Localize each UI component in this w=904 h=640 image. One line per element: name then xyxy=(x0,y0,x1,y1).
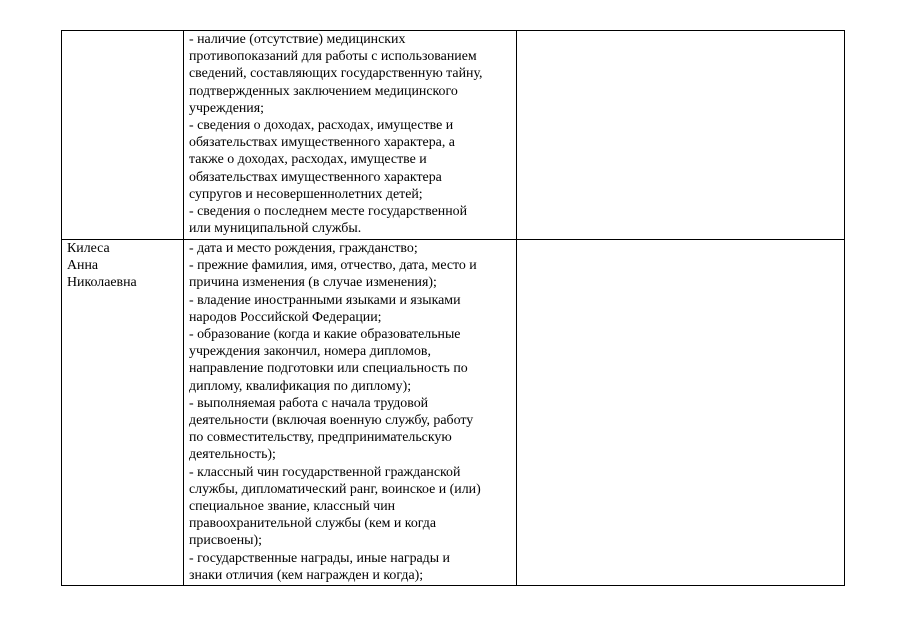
info-line: присвоены); xyxy=(189,533,262,549)
info-line: сведений, составляющих государственную тайну, xyxy=(189,66,483,82)
info-line: - прежние фамилия, имя, отчество, дата, место и xyxy=(189,258,477,274)
info-line: народов Российской Федерации; xyxy=(189,309,382,325)
note-cell xyxy=(517,31,845,240)
info-line: учреждения закончил, номера дипломов, xyxy=(189,344,431,360)
info-line: диплому, квалификация по диплому); xyxy=(189,378,412,394)
info-line: учреждения; xyxy=(189,100,264,116)
info-line: - классный чин государственной гражданской xyxy=(189,464,461,480)
info-line: также о доходах, расходах, имуществе и xyxy=(189,152,427,168)
info-line: или муниципальной службы. xyxy=(189,221,362,237)
info-line: - дата и место рождения, гражданство; xyxy=(189,241,418,256)
info-line: обязательствах имущественного характера xyxy=(189,169,442,185)
info-line: деятельности (включая военную службу, работу xyxy=(189,413,474,429)
name-cell xyxy=(62,240,184,586)
info-line: - владение иностранными языками и языками xyxy=(189,292,461,308)
info-line: специальное звание, классный чин xyxy=(189,499,396,515)
info-line: направление подготовки или специальность по xyxy=(189,361,468,377)
info-line: обязательствах имущественного характера, а xyxy=(189,135,455,151)
info-line: противопоказаний для работы с использованием xyxy=(189,49,477,65)
info-line: - сведения о последнем месте государственной xyxy=(189,204,468,220)
info-line: знаки отличия (кем награжден и когда); xyxy=(189,567,424,583)
info-line: правоохранительной службы (кем и когда xyxy=(189,516,436,532)
table-body xyxy=(62,31,845,586)
info-line: службы, дипломатический ранг, воинское и (или) xyxy=(189,481,481,497)
note-cell xyxy=(517,240,845,586)
table-row xyxy=(62,31,845,240)
name-line: Килеса xyxy=(67,241,110,256)
info-line: по совместительству, предпринимательскую xyxy=(189,430,452,446)
info-line: подтвержденных заключением медицинского xyxy=(189,83,458,99)
info-line: причина изменения (в случае изменения); xyxy=(189,275,437,291)
name-cell xyxy=(62,31,184,240)
name-line: Анна xyxy=(67,258,99,274)
name-line: Николаевна xyxy=(67,275,137,291)
info-line: супругов и несовершеннолетних детей; xyxy=(189,186,423,202)
personal-data-table xyxy=(61,30,845,586)
info-line: - наличие (отсутствие) медицинских xyxy=(189,32,406,47)
info-line: - выполняемая работа с начала трудовой xyxy=(189,395,429,411)
info-line: - образование (когда и какие образовательные xyxy=(189,327,461,343)
info-cell xyxy=(184,240,517,586)
info-line: - государственные награды, иные награды и xyxy=(189,550,450,566)
info-line: деятельность); xyxy=(189,447,276,463)
info-cell xyxy=(184,31,517,240)
info-line: - сведения о доходах, расходах, имуществе и xyxy=(189,118,454,134)
table-row xyxy=(62,240,845,586)
